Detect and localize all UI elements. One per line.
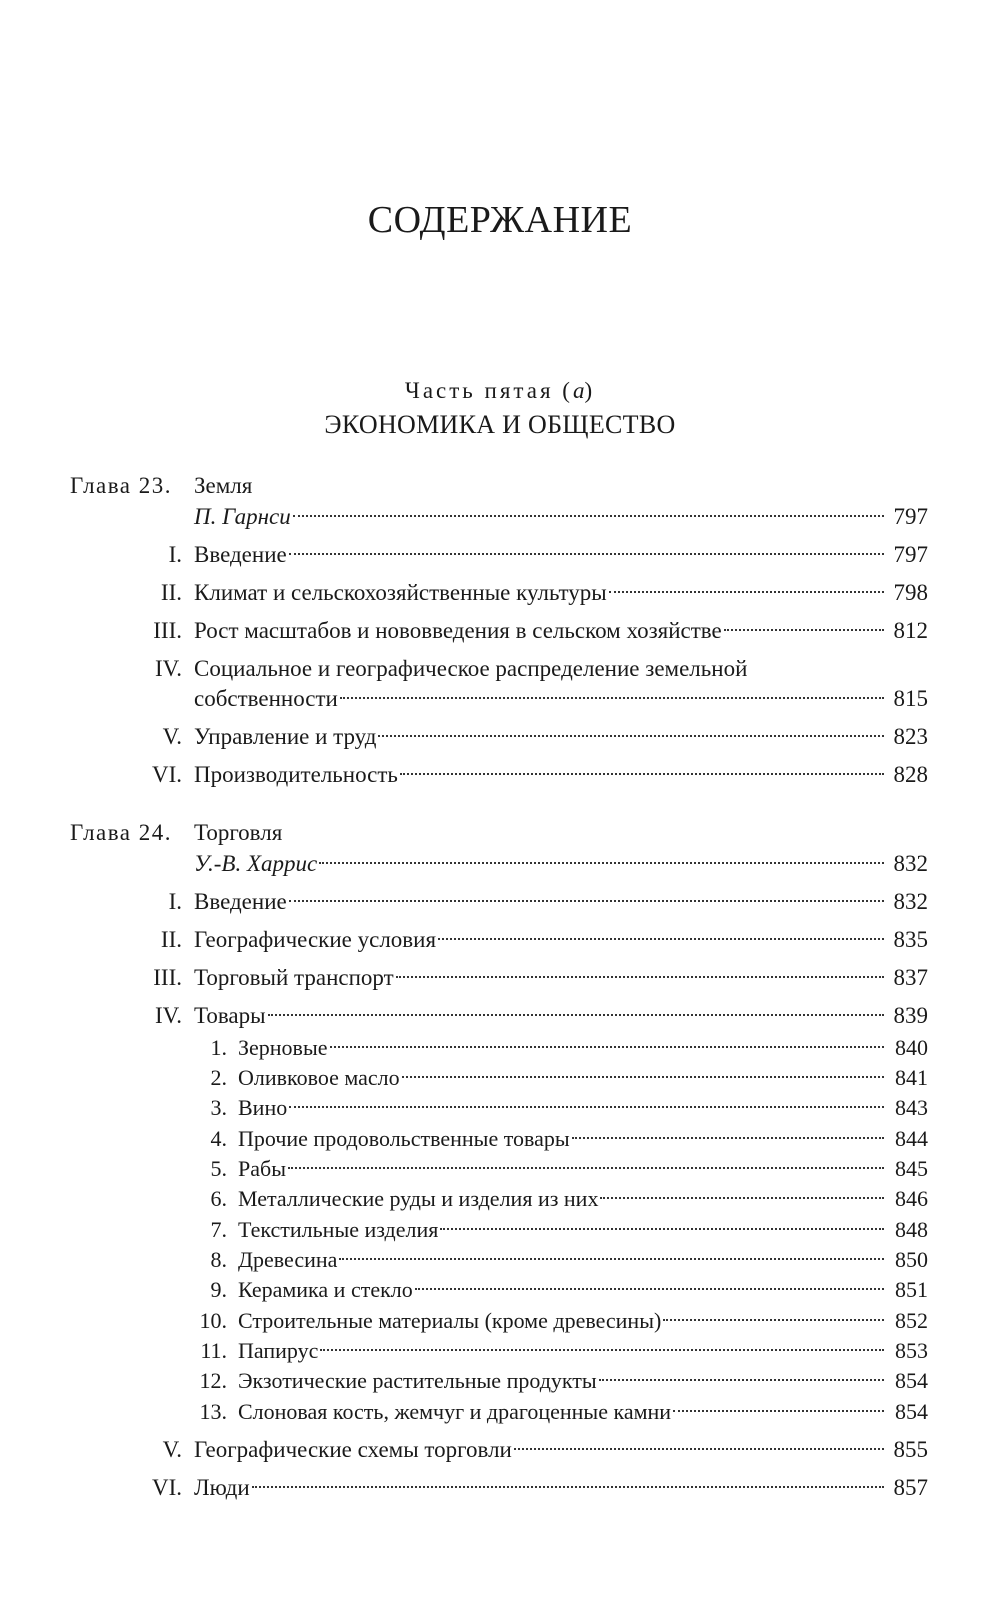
chapter-24-number: Глава 24.: [70, 820, 173, 845]
section-title: Управление и труд: [194, 724, 377, 749]
chapter-23-author: П. Гарнси: [194, 504, 291, 529]
dot-leader: [339, 1258, 884, 1260]
page-number: 841: [895, 1065, 928, 1090]
chapter-24-title: Торговля: [194, 820, 283, 845]
toc-entry[interactable]: [194, 720, 928, 754]
subsection-number: 3.: [210, 1095, 227, 1120]
dot-leader: [268, 1014, 884, 1016]
toc-entry[interactable]: [194, 614, 928, 648]
section-number: V.: [162, 1437, 182, 1462]
part-label-letter: a: [572, 378, 585, 403]
dot-leader: [663, 1319, 884, 1321]
section-title: Производительность: [194, 762, 398, 787]
page-number: 855: [893, 1437, 928, 1462]
chapter-23-number: Глава 23.: [70, 473, 173, 498]
dot-leader: [400, 773, 884, 775]
toc-entry[interactable]: [194, 758, 928, 792]
section-number: I.: [168, 889, 182, 914]
subsection-number: 9.: [210, 1277, 227, 1302]
section-number: VI.: [151, 762, 182, 787]
page-number: 846: [895, 1186, 928, 1211]
page-number: 797: [893, 542, 928, 567]
subsection-title: Рабы: [238, 1156, 286, 1181]
subsection-title: Строительные материалы (кроме древесины): [238, 1308, 662, 1333]
section-title: Торговый транспорт: [194, 965, 394, 990]
page-number: 850: [895, 1247, 928, 1272]
dot-leader: [378, 735, 884, 737]
toc-entry[interactable]: [194, 961, 928, 995]
toc-entry[interactable]: [194, 1471, 928, 1505]
page-number: 812: [893, 618, 928, 643]
subsection-number: 11.: [200, 1338, 227, 1363]
toc-subentry[interactable]: [238, 1215, 928, 1245]
dot-leader: [514, 1448, 884, 1450]
section-number: III.: [153, 618, 182, 643]
dot-leader: [289, 1106, 884, 1108]
chapter-24-label: [70, 816, 172, 850]
toc-subentry[interactable]: [238, 1397, 928, 1427]
section-title: Введение: [194, 542, 287, 567]
section-number: IV.: [154, 1003, 182, 1028]
toc-entry[interactable]: [194, 923, 928, 957]
toc-entry[interactable]: [194, 999, 928, 1033]
subsection-number: 2.: [210, 1065, 227, 1090]
page-number: 832: [893, 889, 928, 914]
page-number: 845: [895, 1156, 928, 1181]
toc-entry[interactable]: [194, 885, 928, 919]
section-number: VI.: [151, 1475, 182, 1500]
section-title: Социальное и географическое распределение земельной: [194, 656, 748, 681]
page-number: 848: [895, 1217, 928, 1242]
subsection-title: Древесина: [238, 1247, 338, 1272]
section-title: Введение: [194, 889, 287, 914]
dot-leader: [599, 1379, 884, 1381]
subsection-title: Слоновая кость, жемчуг и драгоценные камни: [238, 1399, 672, 1424]
chapter-24-author-entry[interactable]: [194, 847, 928, 881]
section-title: Географические условия: [194, 927, 437, 952]
subsection-number: 10.: [199, 1308, 227, 1333]
toc-subentry[interactable]: [238, 1336, 928, 1366]
section-title: Географические схемы торговли: [194, 1437, 512, 1462]
subsection-number: 12.: [199, 1368, 227, 1393]
section-number: IV.: [154, 656, 182, 681]
subsection-title: Прочие продовольственные товары: [238, 1126, 570, 1151]
page-number: 797: [893, 504, 928, 529]
page-number: 798: [893, 580, 928, 605]
section-number: I.: [168, 542, 182, 567]
toc-entry-line-1[interactable]: [194, 652, 928, 686]
subsection-number: 5.: [210, 1156, 227, 1181]
page-number: 844: [895, 1126, 928, 1151]
dot-leader: [289, 900, 884, 902]
section-title: Товары: [194, 1003, 266, 1028]
toc-entry[interactable]: [194, 576, 928, 610]
toc-entry-line-2[interactable]: [194, 682, 928, 716]
page-title: СОДЕРЖАНИЕ: [367, 199, 633, 241]
section-number: II.: [160, 580, 182, 605]
subsection-title: Металлические руды и изделия из них: [238, 1186, 599, 1211]
page-number: 852: [895, 1308, 928, 1333]
dot-leader: [415, 1288, 884, 1290]
page-number: 835: [893, 927, 928, 952]
dot-leader: [319, 862, 884, 864]
toc-subentry[interactable]: [238, 1306, 928, 1336]
subsection-number: 7.: [210, 1217, 227, 1242]
toc-subentry[interactable]: [238, 1124, 928, 1154]
page-number: 853: [895, 1338, 928, 1363]
dot-leader: [600, 1197, 884, 1199]
toc-subentry[interactable]: [238, 1093, 928, 1123]
dot-leader: [252, 1486, 884, 1488]
toc-subentry[interactable]: [238, 1154, 928, 1184]
page-number: 823: [893, 724, 928, 749]
subsection-title: Зерновые: [238, 1035, 328, 1060]
part-title: ЭКОНОМИКА И ОБЩЕСТВО: [324, 410, 676, 439]
subsection-title: Папирус: [238, 1338, 319, 1363]
dot-leader: [673, 1410, 884, 1412]
dot-leader: [724, 629, 884, 631]
section-title: Люди: [194, 1475, 250, 1500]
section-number: III.: [153, 965, 182, 990]
page-number: 839: [893, 1003, 928, 1028]
subsection-title: Оливковое масло: [238, 1065, 400, 1090]
toc-subentry[interactable]: [238, 1245, 928, 1275]
dot-leader: [293, 515, 884, 517]
dot-leader: [402, 1076, 884, 1078]
section-number: V.: [162, 724, 182, 749]
subsection-number: 6.: [210, 1186, 227, 1211]
part-label-suffix: ): [584, 378, 596, 403]
toc-subentry[interactable]: [238, 1184, 928, 1214]
part-label: [0, 378, 1000, 404]
page-number: 840: [895, 1035, 928, 1060]
subsection-number: 1.: [210, 1035, 227, 1060]
dot-leader: [572, 1137, 884, 1139]
page-number: 815: [893, 686, 928, 711]
dot-leader: [396, 976, 884, 978]
dot-leader: [438, 938, 884, 940]
dot-leader: [320, 1349, 884, 1351]
page-number: 854: [895, 1368, 928, 1393]
page-number: 843: [895, 1095, 928, 1120]
subsection-title: Экзотические растительные продукты: [238, 1368, 597, 1393]
toc-subentry[interactable]: [238, 1033, 928, 1063]
page-number: 854: [895, 1399, 928, 1424]
section-title: Рост масштабов и нововведения в сельском хозяйстве: [194, 618, 722, 643]
subsection-title: Текстильные изделия: [238, 1217, 439, 1242]
chapter-23-label: [70, 469, 172, 503]
dot-leader: [440, 1228, 884, 1230]
dot-leader: [609, 591, 884, 593]
page-number: 828: [893, 762, 928, 787]
toc-entry[interactable]: [194, 538, 928, 572]
toc-subentry[interactable]: [238, 1275, 928, 1305]
toc-subentry[interactable]: [238, 1063, 928, 1093]
page-number: 837: [893, 965, 928, 990]
dot-leader: [340, 697, 884, 699]
page-number: 851: [895, 1277, 928, 1302]
chapter-23-title: Земля: [194, 473, 253, 498]
subsection-title: Вино: [238, 1095, 288, 1120]
toc-entry[interactable]: [194, 1433, 928, 1467]
section-title-continuation: собственности: [194, 686, 338, 711]
subsection-number: 4.: [210, 1126, 227, 1151]
page-number: 832: [893, 851, 928, 876]
chapter-24-author: У.-В. Харрис: [194, 851, 318, 876]
part-label-prefix: Часть пятая (: [404, 378, 573, 403]
page-number: 857: [893, 1475, 928, 1500]
section-number: II.: [160, 927, 182, 952]
dot-leader: [288, 1167, 884, 1169]
chapter-23-author-entry[interactable]: [194, 500, 928, 534]
dot-leader: [289, 553, 884, 555]
dot-leader: [330, 1046, 885, 1048]
section-title: Климат и сельскохозяйственные культуры: [194, 580, 607, 605]
subsection-number: 8.: [210, 1247, 227, 1272]
subsection-title: Керамика и стекло: [238, 1277, 413, 1302]
subsection-number: 13.: [199, 1399, 227, 1424]
toc-subentry[interactable]: [238, 1366, 928, 1396]
